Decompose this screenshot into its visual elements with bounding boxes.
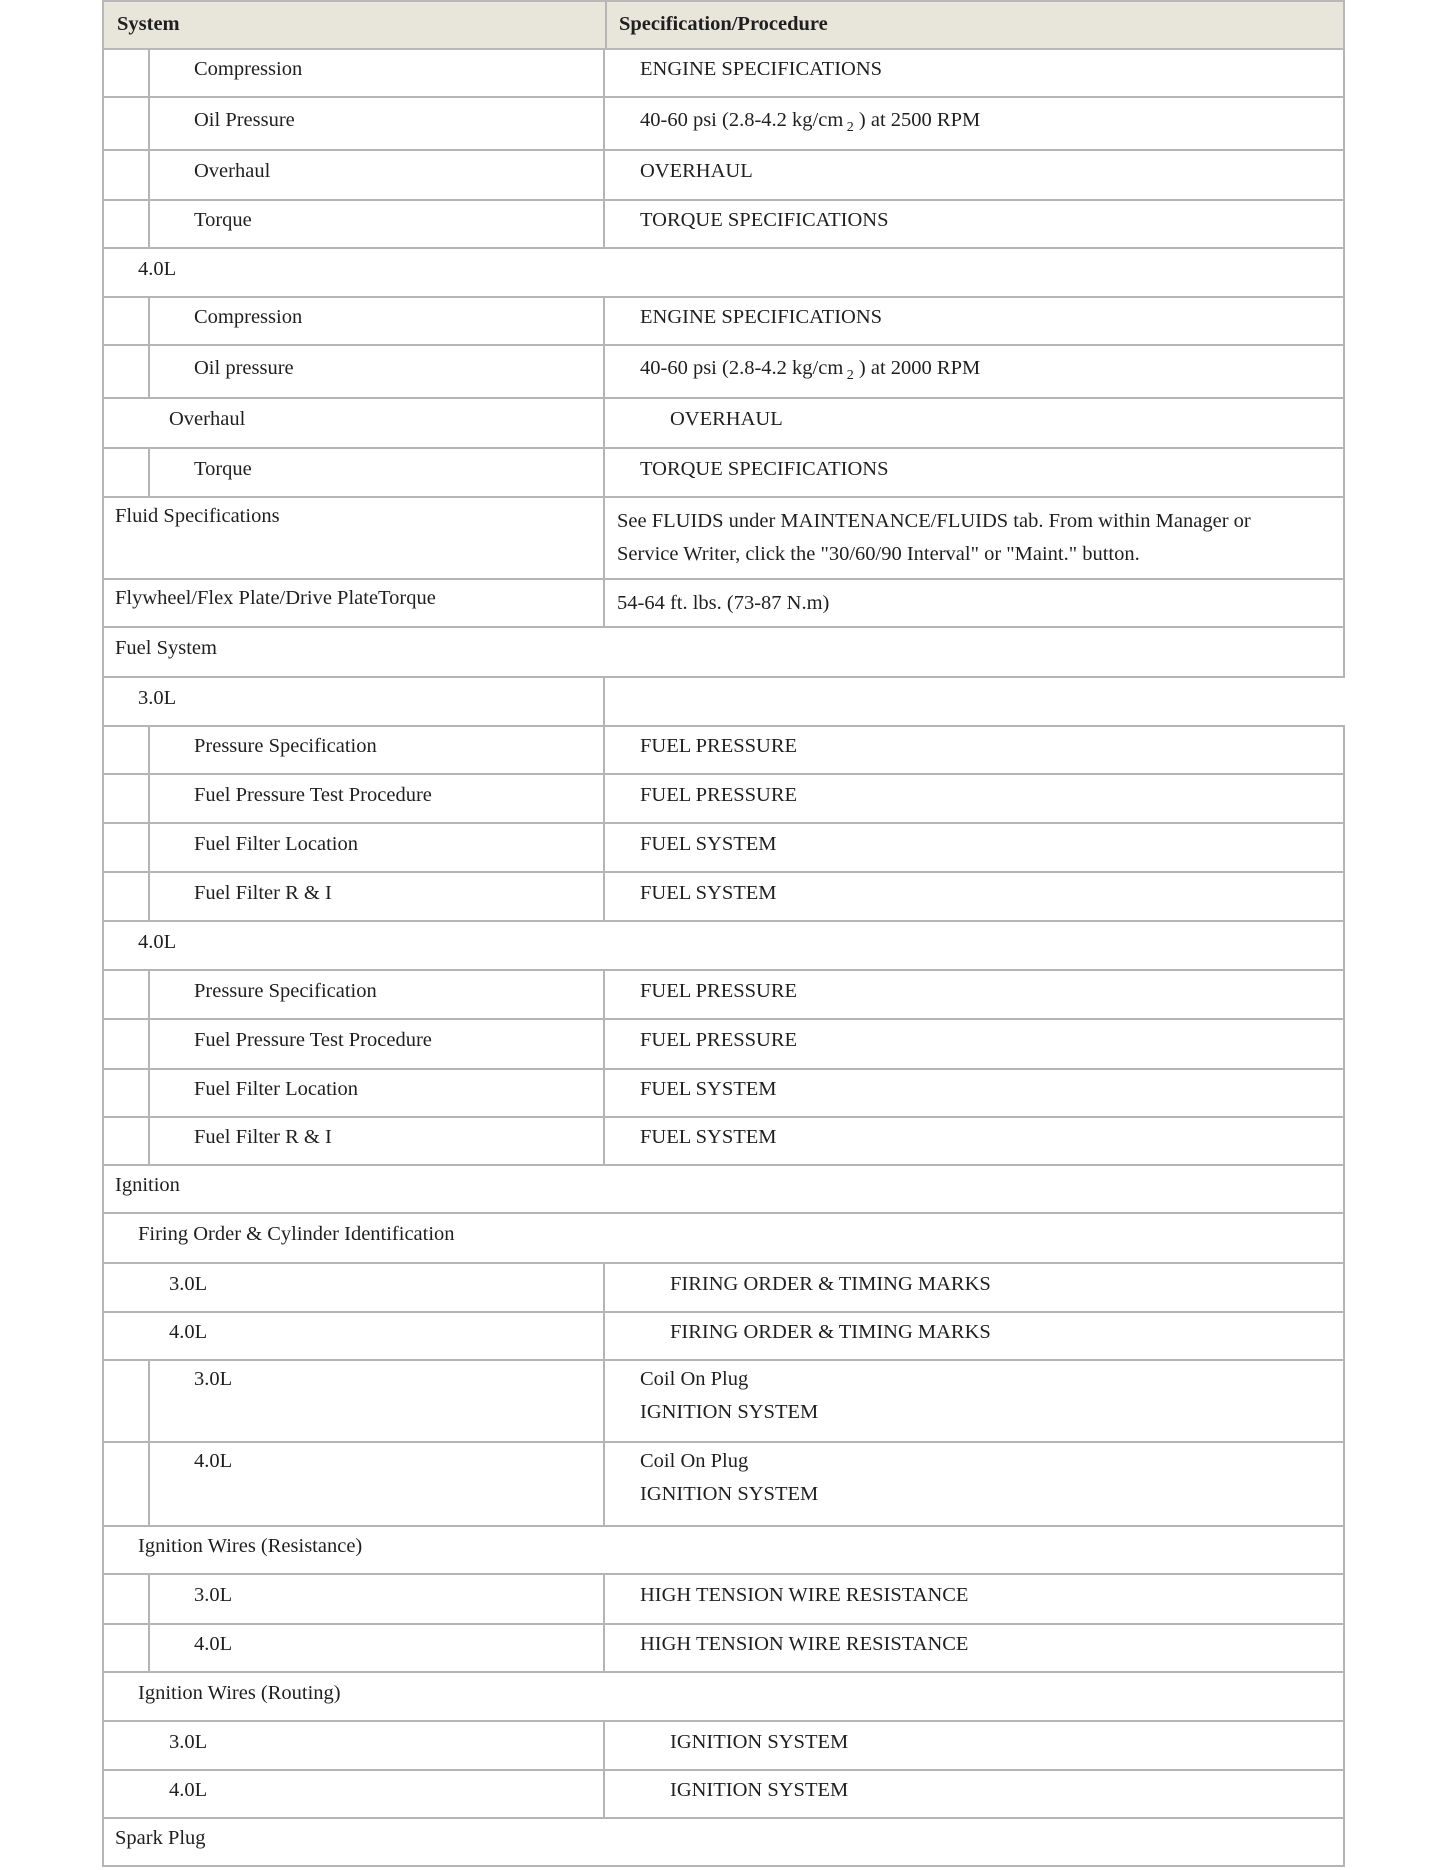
system-cell: 3.0L <box>194 1368 233 1390</box>
table-row <box>102 678 1345 727</box>
spec-cell: FIRING ORDER & TIMING MARKS <box>670 1273 991 1295</box>
spec-cell: See FLUIDS under MAINTENANCE/FLUIDS tab. From within Manager or Service Writer, click the "30/60/90 Interval" or "Maint." button. <box>617 510 1251 565</box>
system-cell: Torque <box>194 209 252 231</box>
table-row <box>102 1443 1345 1527</box>
spec-cell: FUEL SYSTEM <box>640 1126 777 1148</box>
spec-cell: 54-64 ft. lbs. (73-87 N.m) <box>617 592 830 614</box>
table-row <box>102 498 1345 580</box>
spec-cell: FUEL PRESSURE <box>640 735 798 757</box>
system-cell: 4.0L <box>138 258 177 280</box>
system-cell: Fuel Filter Location <box>194 1078 358 1100</box>
system-cell: Flywheel/Flex Plate/Drive PlateTorque <box>115 587 436 609</box>
spec-table <box>102 0 1345 1849</box>
spec-cell: OVERHAUL <box>670 408 783 430</box>
table-row <box>102 1625 1345 1673</box>
spec-cell <box>640 357 981 383</box>
system-cell: Spark Plug <box>115 1827 206 1849</box>
system-cell: Ignition Wires (Routing) <box>138 1682 341 1704</box>
spec-cell: HIGH TENSION WIRE RESISTANCE <box>640 1633 969 1655</box>
table-row <box>102 580 1345 628</box>
spec-cell: Coil On Plug <box>640 1368 749 1390</box>
spec-cell: FUEL PRESSURE <box>640 1029 798 1051</box>
spec-cell: FUEL SYSTEM <box>640 833 777 855</box>
table-row <box>102 1020 1345 1070</box>
table-row <box>102 151 1345 201</box>
system-cell: 4.0L <box>194 1633 233 1655</box>
table-header <box>102 0 1345 50</box>
table-row <box>102 727 1345 775</box>
spec-text: 40-60 psi (2.8-4.2 kg/cm <box>640 109 844 131</box>
system-cell: Firing Order & Cylinder Identification <box>138 1223 455 1245</box>
table-row <box>102 1819 1345 1867</box>
spec-cell: IGNITION SYSTEM <box>670 1779 849 1801</box>
system-cell: 3.0L <box>169 1273 208 1295</box>
spec-text-after: ) at 2500 RPM <box>853 109 981 131</box>
table-row <box>102 346 1345 399</box>
table-row <box>102 628 1345 678</box>
system-cell: 3.0L <box>169 1731 208 1753</box>
table-row <box>102 201 1345 249</box>
spec-cell: ENGINE SPECIFICATIONS <box>640 58 883 80</box>
table-row <box>102 399 1345 449</box>
table-row <box>102 1771 1345 1819</box>
spec-cell <box>640 109 981 135</box>
spec-cell: FUEL SYSTEM <box>640 1078 777 1100</box>
spec-cell: FIRING ORDER & TIMING MARKS <box>670 1321 991 1343</box>
spec-cell-line2: IGNITION SYSTEM <box>640 1483 819 1505</box>
table-row <box>102 1527 1345 1575</box>
table-row <box>102 824 1345 873</box>
system-cell: 4.0L <box>169 1321 208 1343</box>
table-row <box>102 1575 1345 1625</box>
table-row <box>102 298 1345 346</box>
table-row <box>102 775 1345 824</box>
system-cell: Oil Pressure <box>194 109 295 131</box>
system-cell: Compression <box>194 58 303 80</box>
table-row <box>102 249 1345 298</box>
table-row <box>102 98 1345 151</box>
table-row <box>102 971 1345 1020</box>
spec-cell: IGNITION SYSTEM <box>670 1731 849 1753</box>
system-cell: Fuel Filter R & I <box>194 882 332 904</box>
table-row <box>102 1722 1345 1771</box>
system-cell: Fuel Filter Location <box>194 833 358 855</box>
table-row <box>102 922 1345 971</box>
spec-cell: Coil On Plug <box>640 1450 749 1472</box>
spec-cell: FUEL PRESSURE <box>640 980 798 1002</box>
table-row <box>102 1118 1345 1166</box>
system-cell: 3.0L <box>138 687 177 709</box>
spec-cell: TORQUE SPECIFICATIONS <box>640 209 889 231</box>
header-system: System <box>117 13 180 35</box>
spec-cell-line2: IGNITION SYSTEM <box>640 1401 819 1423</box>
spec-subscript: 2 <box>843 120 854 135</box>
system-cell: Ignition <box>115 1174 180 1196</box>
spec-subscript: 2 <box>843 368 854 383</box>
system-cell: Oil pressure <box>194 357 294 379</box>
system-cell: 4.0L <box>194 1450 233 1472</box>
table-row <box>102 1361 1345 1443</box>
spec-text-after: ) at 2000 RPM <box>853 357 981 379</box>
system-cell: Overhaul <box>194 160 271 182</box>
system-cell: 4.0L <box>138 931 177 953</box>
system-cell: Fuel Filter R & I <box>194 1126 332 1148</box>
table-row <box>102 1214 1345 1264</box>
table-row <box>102 449 1345 498</box>
system-cell: Compression <box>194 306 303 328</box>
system-cell: Torque <box>194 458 252 480</box>
system-cell: 4.0L <box>169 1779 208 1801</box>
table-row <box>102 1313 1345 1361</box>
system-cell: Ignition Wires (Resistance) <box>138 1535 363 1557</box>
table-row <box>102 873 1345 922</box>
system-cell: Fuel Pressure Test Procedure <box>194 784 432 806</box>
table-row <box>102 50 1345 98</box>
table-row <box>102 1070 1345 1118</box>
system-cell: Overhaul <box>169 408 246 430</box>
system-cell: 3.0L <box>194 1584 233 1606</box>
header-spec: Specification/Procedure <box>619 13 828 35</box>
system-cell: Pressure Specification <box>194 735 377 757</box>
system-cell: Fuel System <box>115 637 217 659</box>
spec-cell: ENGINE SPECIFICATIONS <box>640 306 883 328</box>
table-row <box>102 1166 1345 1214</box>
spec-cell: HIGH TENSION WIRE RESISTANCE <box>640 1584 969 1606</box>
table-row <box>102 1264 1345 1313</box>
spec-cell: FUEL PRESSURE <box>640 784 798 806</box>
spec-cell: TORQUE SPECIFICATIONS <box>640 458 889 480</box>
table-row <box>102 1673 1345 1722</box>
system-cell: Pressure Specification <box>194 980 377 1002</box>
spec-cell: OVERHAUL <box>640 160 753 182</box>
spec-cell: FUEL SYSTEM <box>640 882 777 904</box>
system-cell: Fluid Specifications <box>115 505 280 527</box>
spec-text: 40-60 psi (2.8-4.2 kg/cm <box>640 357 844 379</box>
system-cell: Fuel Pressure Test Procedure <box>194 1029 432 1051</box>
